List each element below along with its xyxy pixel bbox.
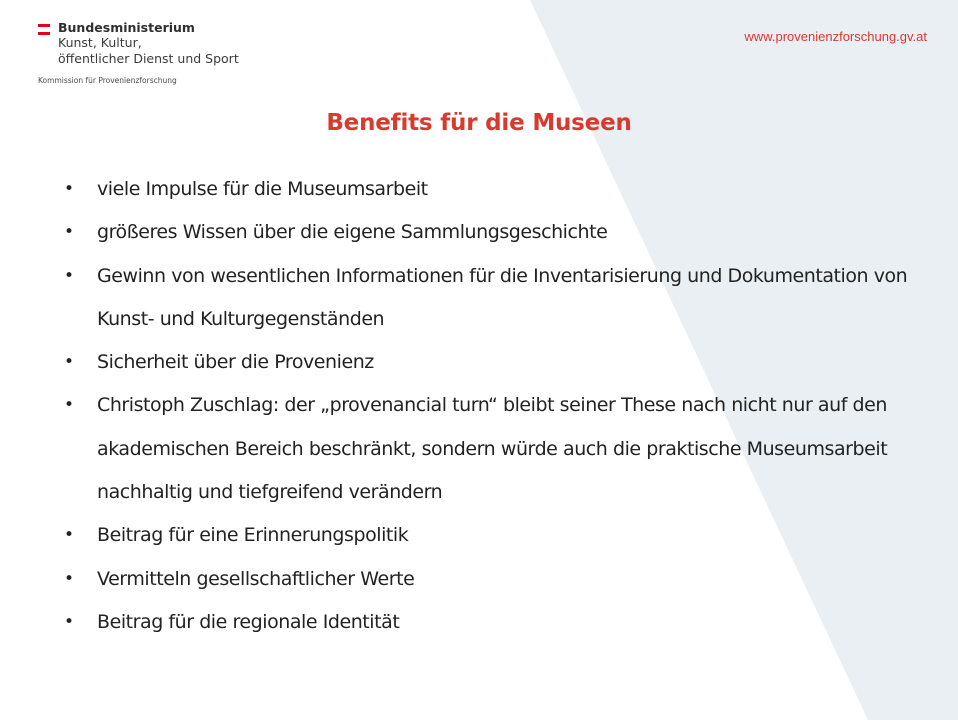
- bullet-item: [62, 255, 932, 342]
- bullet-text: Sicherheit über die Provenienz: [97, 351, 374, 374]
- bullet-dot-icon: •: [64, 611, 74, 632]
- bullet-item: [62, 558, 932, 601]
- ministry-line-2: Kunst, Kultur,: [58, 35, 142, 50]
- bullet-item: [62, 168, 932, 211]
- bullet-text: Gewinn von wesentlichen Informationen für die Inventarisierung und Dokumentation von Kunst- und Kulturgegenständen: [97, 264, 908, 330]
- bullet-dot-icon: •: [64, 395, 74, 416]
- bullet-text: Christoph Zuschlag: der „provenancial turn“ bleibt seiner These nach nicht nur auf den akademischen Bereich beschränkt, sondern würde auch die praktische Museumsarbeit nachhaltig und tiefgreifend verändern: [97, 394, 888, 504]
- bullet-text: Beitrag für die regionale Identität: [97, 610, 400, 633]
- slide-title: Benefits für die Museen: [326, 110, 632, 136]
- bullet-list: [62, 168, 932, 644]
- bullet-dot-icon: •: [64, 568, 74, 589]
- bullet-item: [62, 211, 932, 254]
- bullet-text: Vermitteln gesellschaftlicher Werte: [97, 567, 415, 590]
- bullet-dot-icon: •: [64, 265, 74, 286]
- ministry-name: Bundesministerium: [58, 20, 195, 35]
- bullet-item: [62, 514, 932, 557]
- bullet-text: größeres Wissen über die eigene Sammlungsgeschichte: [97, 221, 608, 244]
- bullet-text: viele Impulse für die Museumsarbeit: [97, 178, 428, 200]
- bullet-item: [62, 384, 932, 514]
- bullet-text: Beitrag für eine Erinnerungspolitik: [97, 524, 409, 547]
- bullet-dot-icon: •: [64, 179, 74, 199]
- commission-name: Kommission für Provenienzforschung: [38, 76, 177, 85]
- austria-flag-icon: [38, 24, 50, 34]
- ministry-logo-block: [38, 20, 239, 86]
- bullet-item: [62, 341, 932, 384]
- bullet-item: [62, 601, 932, 644]
- ministry-line-3: öffentlicher Dienst und Sport: [58, 51, 239, 66]
- bullet-dot-icon: •: [64, 222, 74, 243]
- bullet-dot-icon: •: [64, 352, 74, 373]
- website-link[interactable]: www.provenienzforschung.gv.at: [744, 29, 927, 44]
- bullet-dot-icon: •: [64, 525, 74, 546]
